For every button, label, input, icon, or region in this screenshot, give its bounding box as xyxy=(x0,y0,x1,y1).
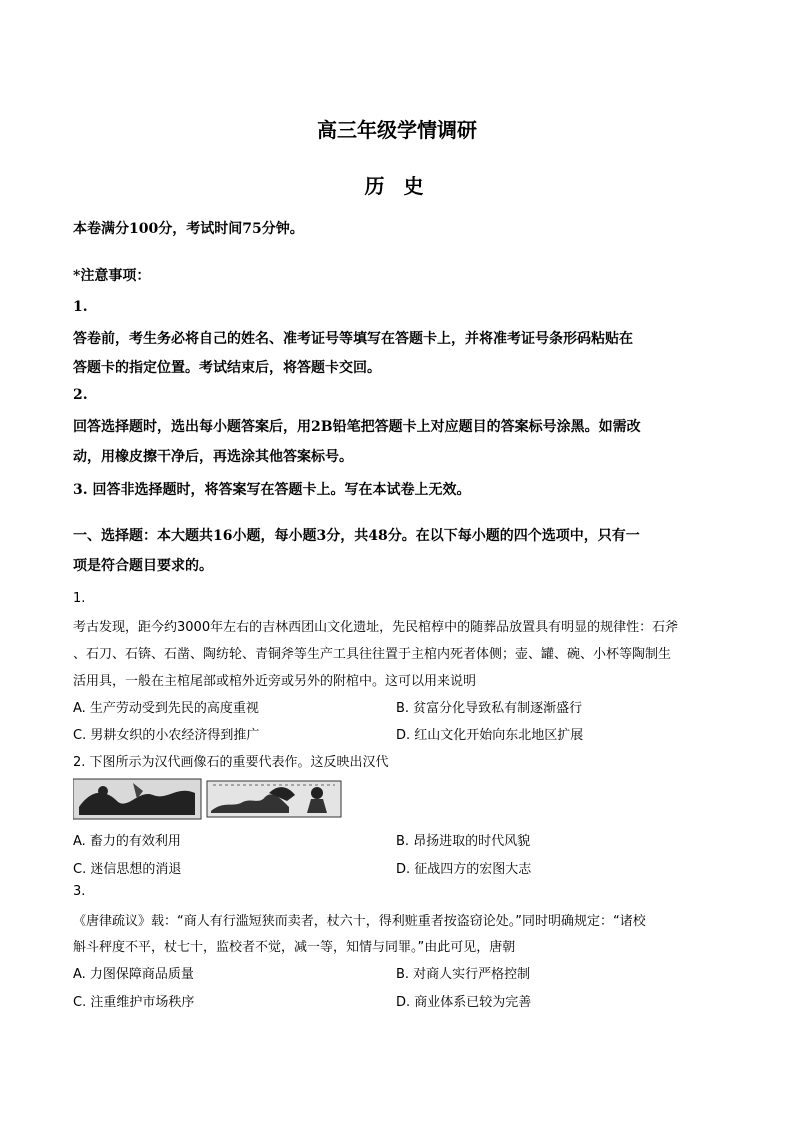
q1-stem-line-1: 考古发现，距今约3000年左右的吉林西团山文化遗址，先民棺椁中的随葬品放置具有明显的规律性：石斧 xyxy=(73,620,679,635)
q2-option-a: A. 畜力的有效利用 xyxy=(73,834,181,849)
q3-option-d: D. 商业体系已较为完善 xyxy=(396,995,532,1010)
q3-option-c: C. 注重维护市场秩序 xyxy=(73,995,195,1010)
q1-number: 1. xyxy=(73,591,86,606)
notes-heading: *注意事项： xyxy=(73,268,151,284)
score-time-line: 本卷满分100分，考试时间75分钟。 xyxy=(73,221,304,237)
exam-title: 高三年级学情调研 xyxy=(317,118,477,142)
han-stone-relief-image xyxy=(73,777,343,821)
note-3-line: 3. 回答非选择题时，将答案写在答题卡上。写在本试卷上无效。 xyxy=(73,482,471,498)
q1-option-c: C. 男耕女织的小农经济得到推广 xyxy=(73,728,260,743)
q3-stem-line-1: 《唐律疏议》载：“商人有行滥短狭而卖者，杖六十，得利赃重者按盗窃论处。”同时明确规定：“诸校 xyxy=(73,914,646,929)
q2-option-c: C. 迷信思想的消退 xyxy=(73,862,182,877)
q1-option-d: D. 红山文化开始向东北地区扩展 xyxy=(396,728,584,743)
note-2-line-2: 动，用橡皮擦干净后，再选涂其他答案标号。 xyxy=(73,449,353,465)
q1-option-a: A. 生产劳动受到先民的高度重视 xyxy=(73,701,259,716)
q1-option-b: B. 贫富分化导致私有制逐渐盛行 xyxy=(396,701,583,716)
note-2-number: 2. xyxy=(73,387,88,403)
note-1-number: 1. xyxy=(73,299,88,315)
section-1-line-2: 项是符合题目要求的。 xyxy=(73,558,213,574)
note-1-line-2: 答题卡的指定位置。考试结束后，将答题卡交回。 xyxy=(73,360,381,376)
q3-option-a: A. 力图保障商品质量 xyxy=(73,967,194,982)
q3-stem-line-2: 斛斗秤度不平，杖七十，监校者不觉，减一等，知情与同罪。”由此可见，唐朝 xyxy=(73,940,516,955)
q1-stem-line-3: 活用具，一般在主棺尾部或棺外近旁或另外的附棺中。这可以用来说明 xyxy=(73,674,477,689)
q2-stem: 2. 下图所示为汉代画像石的重要代表作。这反映出汉代 xyxy=(73,755,389,770)
q3-number: 3. xyxy=(73,884,86,899)
q2-option-b: B. 昂扬进取的时代风貌 xyxy=(396,834,531,849)
section-1-line-1: 一、选择题：本大题共16小题，每小题3分，共48分。在以下每小题的四个选项中，只有一 xyxy=(73,528,640,544)
q2-option-d: D. 征战四方的宏图大志 xyxy=(396,862,532,877)
q1-stem-line-2: 、石刀、石锛、石凿、陶纺轮、青铜斧等生产工具往往置于主棺内死者体侧；壶、罐、碗、小杯等陶制生 xyxy=(73,647,672,662)
note-2-line-1: 回答选择题时，选出每小题答案后，用2B铅笔把答题卡上对应题目的答案标号涂黑。如需改 xyxy=(73,419,641,435)
subject-title: 历 史 xyxy=(364,174,430,198)
q3-option-b: B. 对商人实行严格控制 xyxy=(396,967,531,982)
note-1-line-1: 答卷前，考生务必将自己的姓名、准考证号等填写在答题卡上，并将准考证号条形码粘贴在 xyxy=(73,331,633,347)
